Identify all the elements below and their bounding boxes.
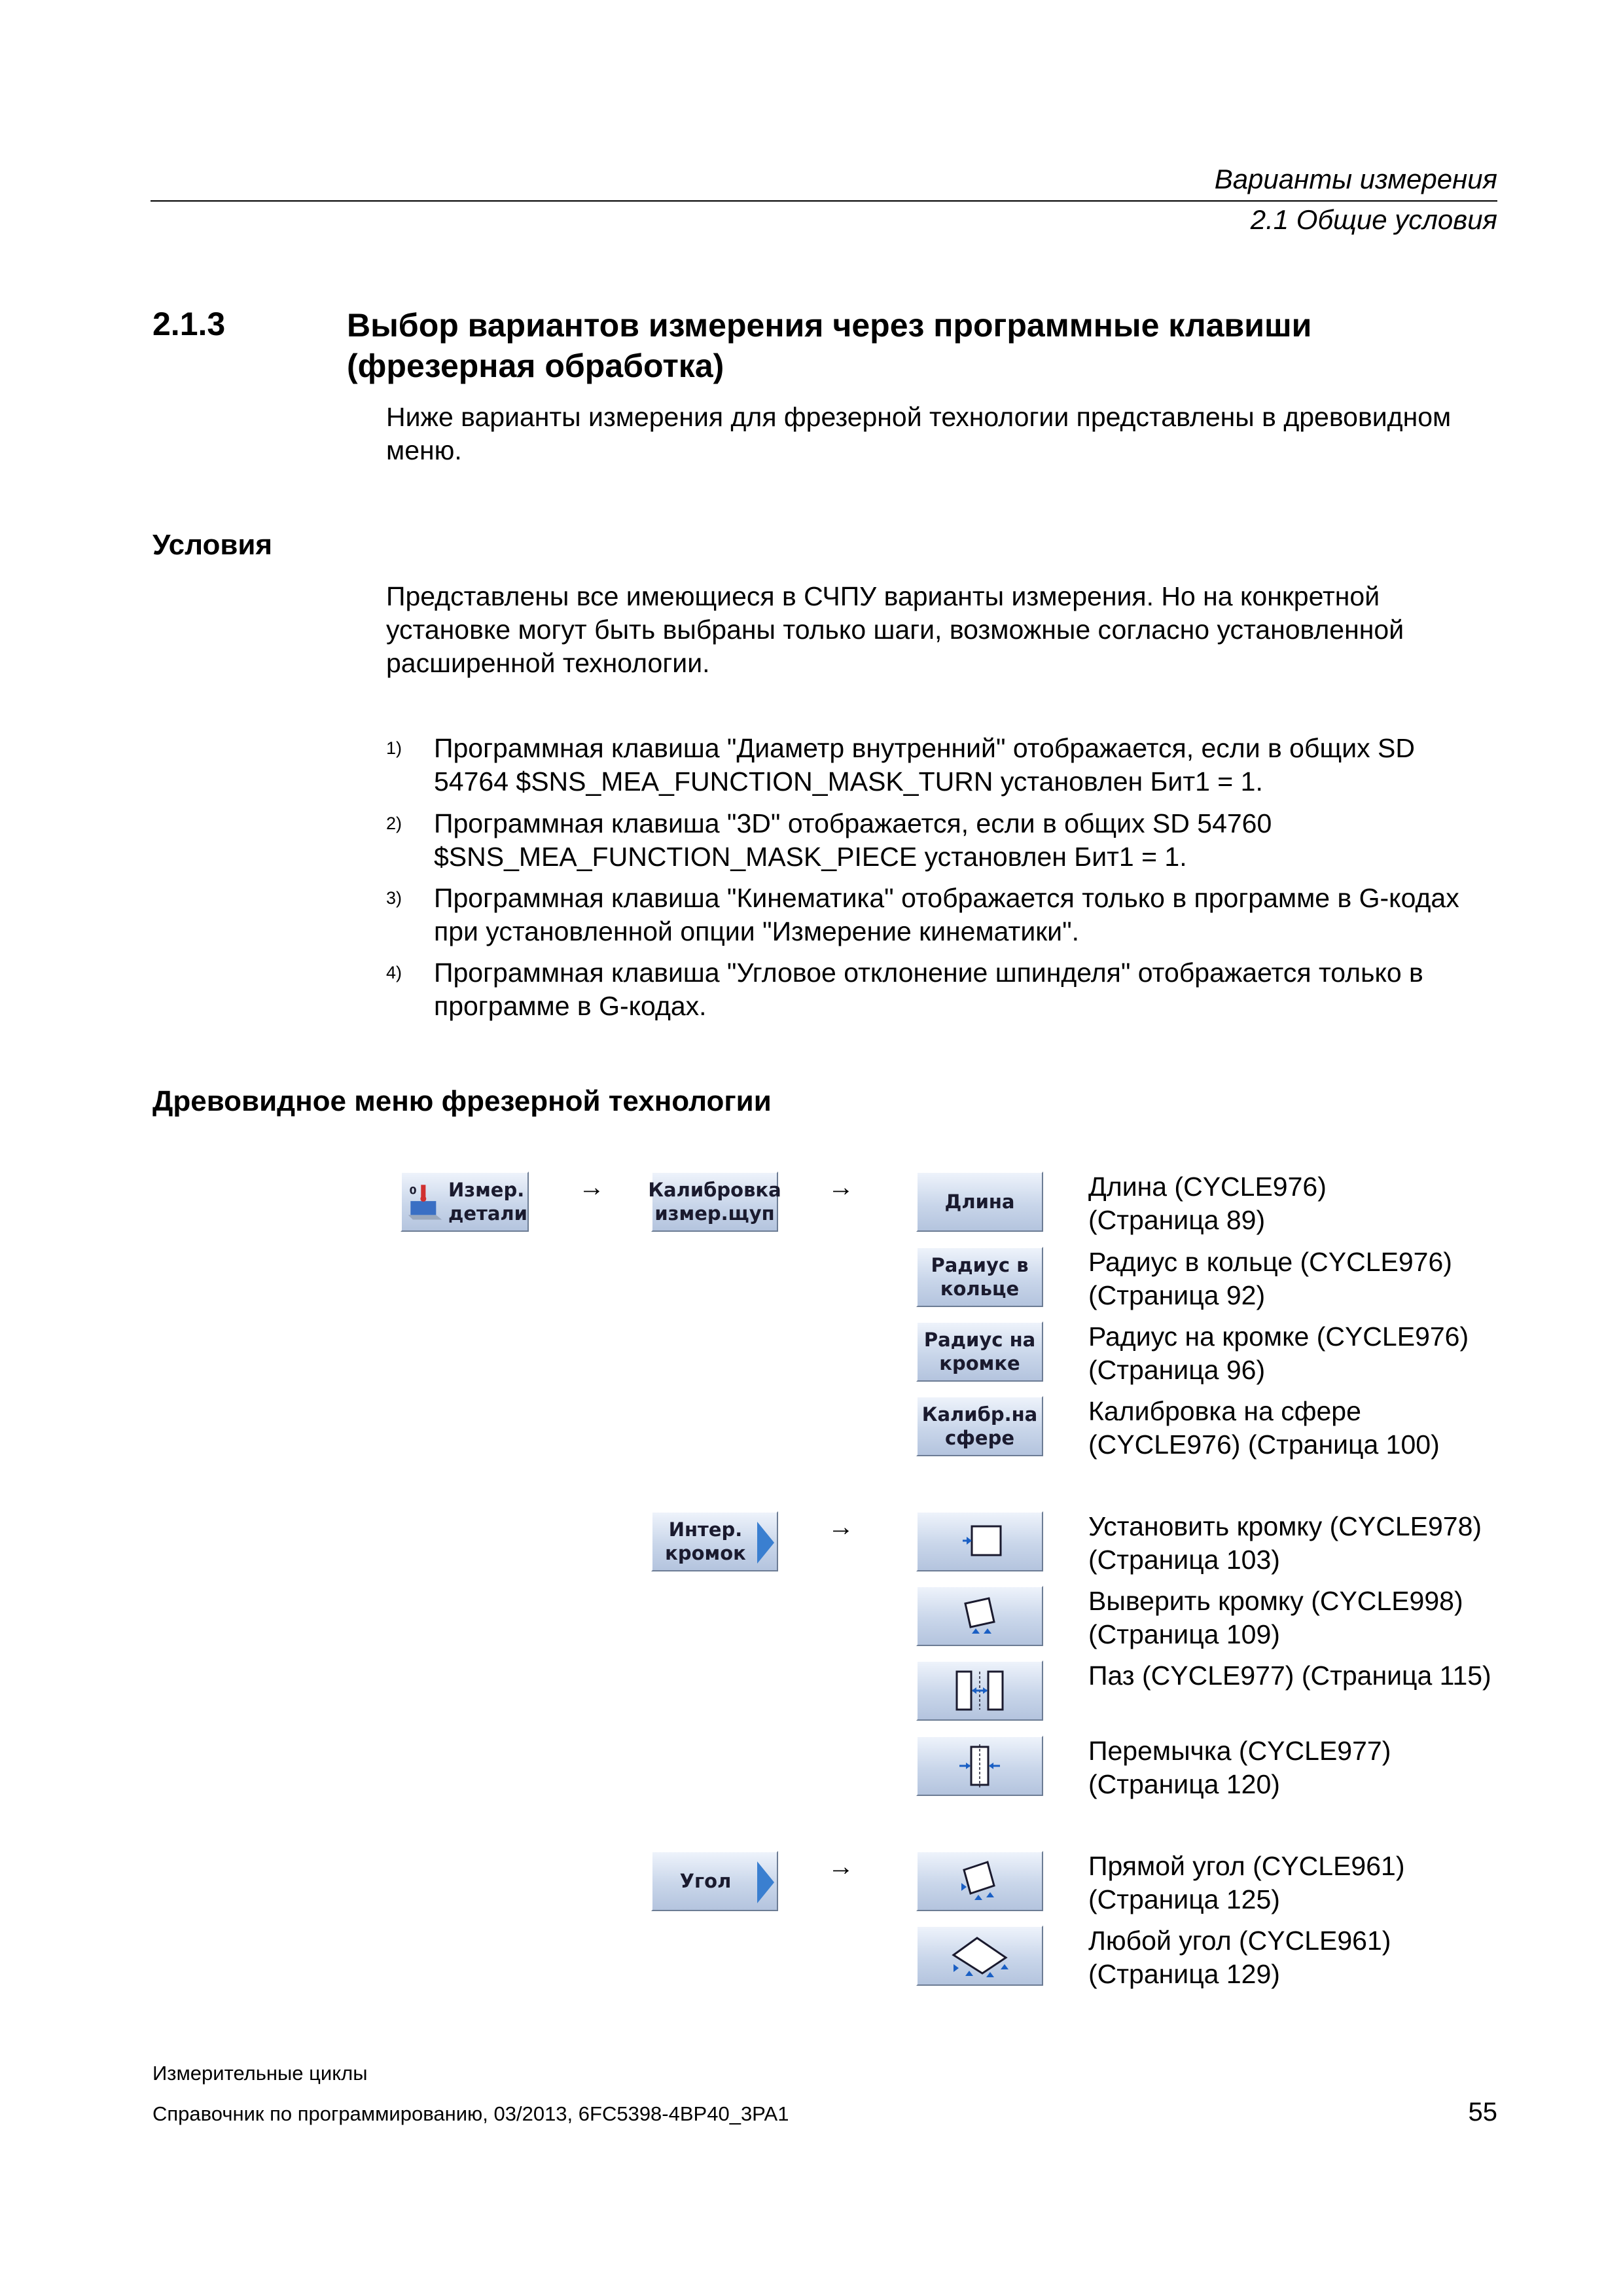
slot-icon [950,1666,1009,1715]
softkey-angle[interactable] [651,1851,778,1911]
section-number: 2.1.3 [152,306,226,342]
description-line: Любой угол (CYCLE961) [1088,1926,1391,1956]
description-line: Выверить кромку (CYCLE998) [1088,1586,1463,1616]
description-page-ref: (Страница 109) [1088,1619,1280,1649]
svg-text:0: 0 [409,1184,417,1197]
softkey-label: Длина [944,1191,1015,1213]
description-page-ref: (CYCLE976) (Страница 100) [1088,1429,1440,1460]
description-page-ref: (Страница 129) [1088,1959,1280,1989]
conditions-text: Представлены все имеющиеся в СЧПУ варианты измерения. Но на конкретной установке могут быть выбраны только шаги, возможные согласно установленной расширенной технологии. [386,581,1404,678]
menu-item-description [1088,1850,1533,1916]
running-header-chapter: Варианты измерения [1214,164,1497,194]
description-page-ref: (Страница 92) [1088,1280,1266,1310]
footnote-text: Программная клавиша "Диаметр внутренний" отображается, если в общих SD 54764 $SNS_MEA_FUNCTION_MASK_TURN установлен Бит1 = 1. [434,733,1415,797]
softkey-label: Интер. кромок [665,1518,746,1564]
softkey-radius-ring[interactable] [916,1247,1043,1307]
tree-arrow: → [579,1173,605,1202]
footnote-number: 2) [386,814,402,833]
page-number: 55 [1468,2098,1497,2126]
softkey-label: Калибровка измер.щуп [648,1179,781,1225]
align-edge-icon [954,1592,1006,1640]
softkey-edge-measure[interactable] [651,1511,778,1571]
menu-item-description [1088,1585,1533,1651]
probe-workpiece-icon [407,1179,443,1225]
description-line: Длина (CYCLE976) [1088,1172,1327,1202]
description-line: Установить кромку (CYCLE978) [1088,1511,1482,1541]
softkey-any-angle[interactable] [916,1926,1043,1986]
softkey-calibrate-sphere[interactable] [916,1396,1043,1456]
softkey-label: Измер. детали [448,1179,527,1225]
menu-item-description [1088,1170,1533,1237]
section-title: Выбор вариантов измерения через программные клавиши (фрезерная обработка) [347,307,1312,384]
softkey-length[interactable] [916,1172,1043,1232]
tree-arrow: → [828,1852,854,1881]
description-page-ref: (Страница 120) [1088,1769,1280,1799]
any-angle-icon [947,1931,1012,1980]
description-page-ref: (Страница 89) [1088,1205,1266,1235]
footnote-number: 4) [386,963,402,982]
softkey-set-edge[interactable] [916,1511,1043,1571]
softkey-label: Калибр.на сфере [921,1403,1038,1449]
set-edge-icon [954,1518,1006,1564]
footnote-text: Программная клавиша "3D" отображается, если в общих SD 54760 $SNS_MEA_FUNCTION_MASK_PIECE установлен Бит1 = 1. [434,808,1272,872]
menu-item-description [1088,1510,1533,1577]
softkey-radius-edge[interactable] [916,1321,1043,1382]
menu-item-description [1088,1659,1533,1693]
description-line: Радиус в кольце (CYCLE976) [1088,1247,1452,1277]
menu-item-description [1088,1734,1533,1801]
softkey-label: Радиус на кромке [923,1329,1036,1374]
description-line: Прямой угол (CYCLE961) [1088,1851,1405,1881]
description-page-ref: (Страница 125) [1088,1884,1280,1914]
menu-item-description [1088,1924,1533,1991]
softkey-align-edge[interactable] [916,1586,1043,1646]
footnote-text: Программная клавиша "Кинематика" отображается только в программе в G-кодах при установленной опции "Измерение кинематики". [434,883,1459,946]
menu-item-description [1088,1246,1533,1312]
description-line: Калибровка на сфере [1088,1396,1361,1426]
description-line: Радиус на кромке (CYCLE976) [1088,1321,1469,1352]
softkey-web[interactable] [916,1736,1043,1796]
footnote-number: 3) [386,888,402,908]
footer-document-info: Справочник по программированию, 03/2013, 6FC5398-4BP40_3PA1 [152,2102,789,2125]
section-intro: Ниже варианты измерения для фрезерной технологии представлены в древовидном меню. [386,402,1452,465]
running-header-section: 2.1 Общие условия [1250,204,1497,235]
conditions-heading: Условия [152,529,273,561]
tree-arrow: → [828,1513,854,1541]
softkey-label: Радиус в кольце [931,1254,1029,1300]
softkey-measure-workpiece[interactable] [401,1172,529,1232]
softkey-label: Угол [679,1870,732,1892]
header-rule [151,200,1497,202]
tree-arrow: → [828,1173,854,1202]
footnote-number: 1) [386,738,402,758]
menu-item-description [1088,1395,1533,1462]
tree-heading: Древовидное меню фрезерной технологии [152,1085,772,1117]
footer-book-title: Измерительные циклы [152,2062,368,2085]
description-line: Перемычка (CYCLE977) [1088,1736,1391,1766]
web-icon [950,1742,1009,1790]
description-line: Паз (CYCLE977) (Страница 115) [1088,1660,1491,1691]
softkey-slot[interactable] [916,1660,1043,1721]
softkey-right-angle[interactable] [916,1851,1043,1911]
right-angle-icon [954,1857,1006,1905]
description-page-ref: (Страница 103) [1088,1545,1280,1575]
softkey-calibrate-probe[interactable] [648,1172,781,1232]
footnote-text: Программная клавиша "Угловое отклонение шпинделя" отображается только в программе в G-кодах. [434,958,1423,1021]
description-page-ref: (Страница 96) [1088,1355,1266,1385]
menu-item-description [1088,1320,1533,1387]
